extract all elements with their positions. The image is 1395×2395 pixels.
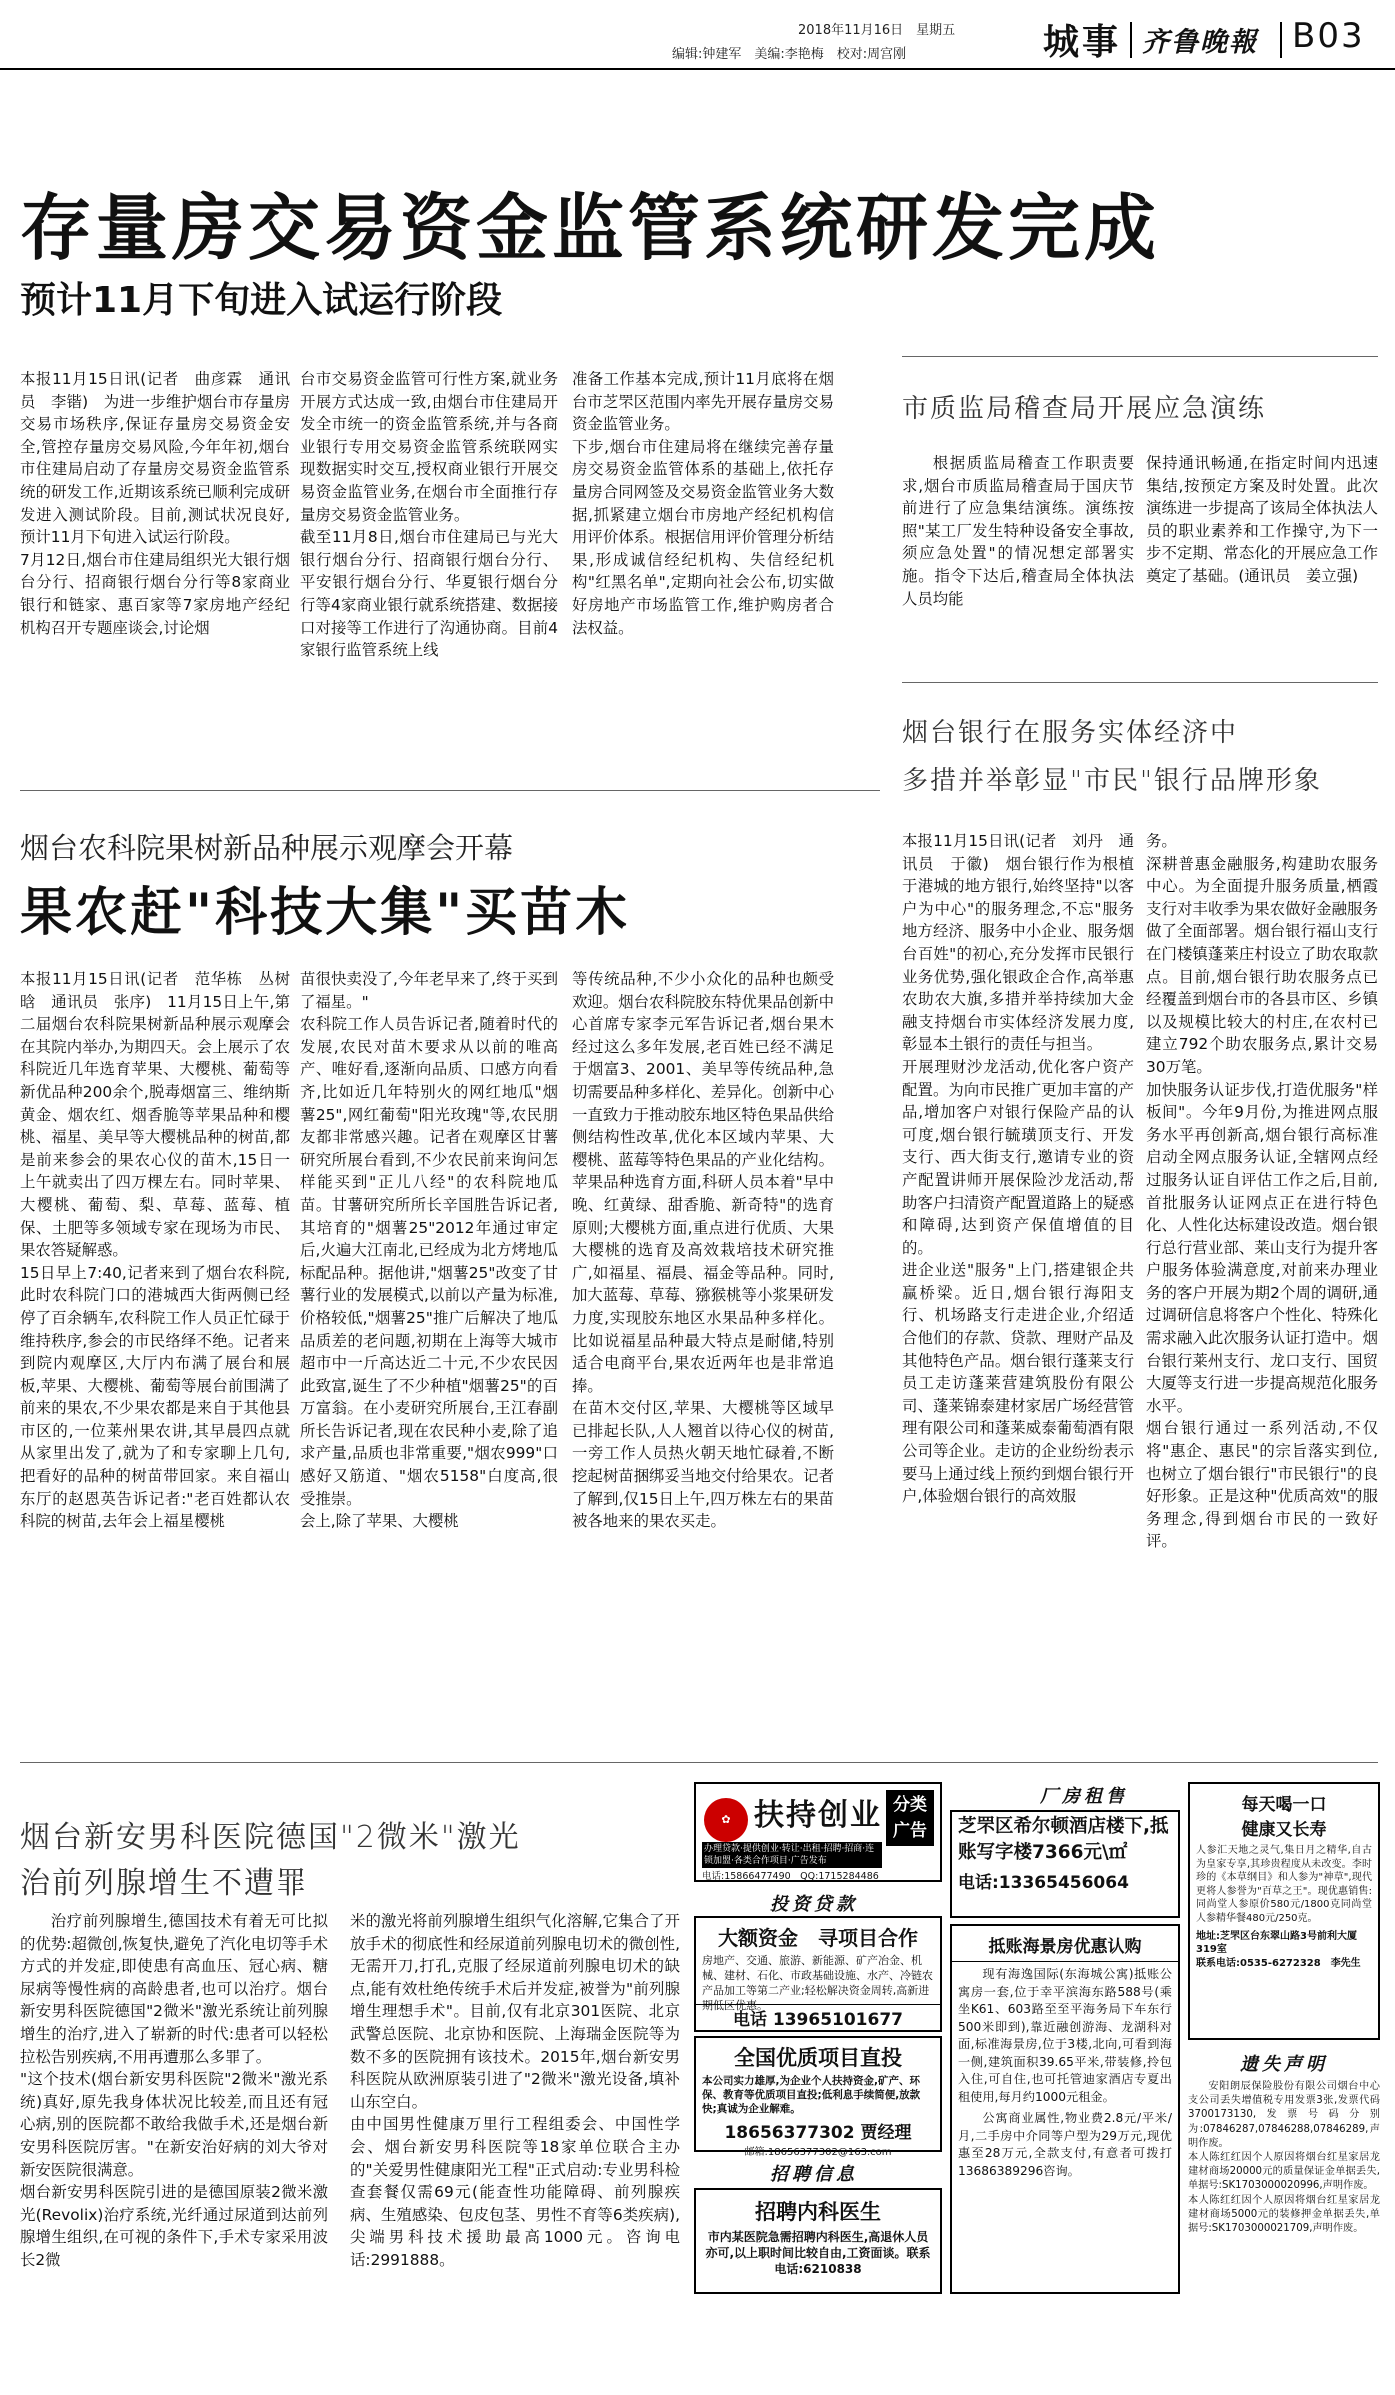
ad-ginseng-title1: 每天喝一口 bbox=[1241, 1795, 1327, 1815]
ad-projects-title: 全国优质项目直投 bbox=[734, 2046, 902, 2070]
ad-ginseng-phone: 联系电话:0535-6272328 李先生 bbox=[1196, 1957, 1361, 1969]
ad-capital-title: 大额资金 寻项目合作 bbox=[718, 1926, 918, 1950]
masthead bbox=[0, 0, 1395, 70]
story5-text-2: 米的激光将前列腺增生组织气化溶解,它集合了开放手术的彻底性和经尿道前列腺电切术的微创性,无需开刀,打孔,克服了经尿道前列腺电切术的缺点,能有效杜绝传统手术后并发症,被誉为"前列腺增生理想手术"。目前,仅有北京301医院、北京武警总医院、北京协和医院、上海瑞金医院等为数不多的医院拥有该技术。2015年,烟台新安男科医院从欧洲原装引进了"2微米"激光设备,填补山东空白。 由中国男性健康万里行工程组委会、中国性学会、烟台新安男科医院等18家单位联合主办的"关爱男性健康阳光工程"正式启动:专业男科检查套餐仅需69元(能查性功能障碍、前列腺疾病、生殖感染、包皮包茎、男性不育等6类疾病),尖端男科技术援助最高1000元。咨询电话:2991888。 bbox=[350, 1912, 680, 2269]
ad-cat-jobs: 招聘信息 bbox=[770, 2164, 858, 2185]
ad-projects-mail: 邮箱:18656377302@163.com bbox=[744, 2147, 892, 2158]
story1-text-2: 台市交易资金监管可行性方案,就业务开展方式达成一致,由烟台市住建局开发全市统一的资金监管系统,并与各商业银行专用交易资金监管系统联网实现数据实时交互,授权商业银行开展交易资金监管业务,在烟台市全面推行存量房交易资金监管业务。 截至11月8日,烟台市住建局已与光大银行烟台分行、招商银行烟台分行、平安银行烟台分行、华夏银行烟台分行等4家商业银行就系统搭建、数据接口对接等工作进行了沟通协商。目前4家银行监管系统上线 bbox=[300, 370, 558, 660]
story4-col3 bbox=[572, 968, 834, 1728]
story2-col1 bbox=[902, 452, 1134, 667]
story1-text-1: 本报11月15日讯(记者 曲彦霖 通讯员 李锴) 为进一步维护烟台市存量房交易市场秩序,保证存量房交易资金安全,管控存量房交易风险,今年年初,烟台市住建局启动了存量房交易资金监管系统的研发工作,近期该系统已顺利完成研发进入测试阶段。目前,测试状况良好,预计11月下旬进入试运行阶段。 7月12日,烟台市住建局组织光大银行烟台分行、招商银行烟台分行等8家商业银行和链家、惠百家等7家房地产经纪机构召开专题座谈会,讨论烟 bbox=[20, 370, 290, 637]
story4-text-2: 苗很快卖没了,今年老早来了,终于买到了福星。" 农科院工作人员告诉记者,随着时代的发展,农民对苗木要求从以前的唯高产、唯好看,逐渐向品质、口感方向看齐,比如近几年特别火的网红地瓜"烟薯25",网红葡萄"阳光玫瑰"等,农民朋友都非常感兴趣。记者在观摩区甘薯研究所展台看到,不少农民前来询问怎样能买到"正儿八经"的农科院地瓜苗。甘薯研究所所长辛国胜告诉记者,其培育的"烟薯25"2012年通过审定后,火遍大江南北,已经成为北方烤地瓜标配品种。据他讲,"烟薯25"改变了甘薯行业的发展模式,以前以产量为标准,价格较低,"烟薯25"推广后解决了地瓜品质差的老问题,初期在上海等大城市超市中一斤高达近二十元,不少农民因此致富,诞生了不少种植"烟薯25"的百万富翁。在小麦研究所展台,王江春副所长告诉记者,现在农民种小麦,除了追求产量,品质也非常重要,"烟农999"口感好又筋道、"烟农5158"白度高,很受推崇。 会上,除了苹果、大樱桃 bbox=[300, 970, 558, 1531]
story4-text-1: 本报11月15日讯(记者 范华栋 丛树晗 通讯员 张序) 11月15日上午,第二届烟台农科院果树新品种展示观摩会在其院内举办,为期四天。会上展示了农科院近几年选育苹果、大樱桃、葡萄等新优品种200余个,脱毒烟富三、维纳斯黄金、烟农红、烟香脆等苹果品种和樱桃、福星、美早等大樱桃品种的树苗,都是前来参会的果农心仪的苗木,15日一上午就卖出了四万棵左右。同时苹果、大樱桃、葡萄、梨、草莓、蓝莓、植保、土肥等多领域专家在现场为市民、果农答疑解惑。 15日早上7:40,记者来到了烟台农科院,此时农科院门口的港城西大街两侧已经停了百余辆车,农科院工作人员正忙碌于维持秩序,参会的市民络绎不绝。记者来到院内观摩区,大厅内布满了展台和展板,苹果、大樱桃、葡萄等展台前围满了前来的果农,不少果农都是来自于其他县市区的,一位莱州果农讲,其早晨四点就从家里出发了,就为了和专家聊上几句,把看好的品种的树苗带回家。来自福山东厅的赵恩英告诉记者:"老百姓都认农科院的树苗,去年会上福星樱桃 bbox=[20, 970, 290, 1531]
masthead-divider-2 bbox=[1280, 22, 1282, 58]
ad-ginseng-addr: 地址:芝罘区台东翠山路3号前利大厦319室 bbox=[1196, 1930, 1357, 1956]
ad-office-phone: 电话:13365456064 bbox=[958, 1873, 1129, 1893]
story2-top-rule bbox=[902, 356, 1378, 357]
story5-top-rule bbox=[20, 1762, 1378, 1763]
story1-col1 bbox=[20, 368, 290, 768]
story4-col1 bbox=[20, 968, 290, 1728]
ad-projects-body: 本公司实力雄厚,为企业个人扶持资金,矿产、环保、教育等优质项目直投;低利息手续简便,放款快;真诚为企业解难。 bbox=[702, 2075, 921, 2115]
story3-col1 bbox=[902, 830, 1134, 1726]
story1-text-3: 准备工作基本完成,预计11月底将在烟台市芝罘区范围内率先开展存量房交易资金监管业务。 下步,烟台市住建局将在继续完善存量房交易资金监管体系的基础上,依托存量房合同网签及交易资金监管业务大数据,抓紧建立烟台市房地产经纪机构信用评价体系。根据信用评价管理分析结果,形成诚信经纪机构、失信经纪机构"红黑名单",定期向社会公布,切实做好房地产市场监管工作,维护购房者合法权益。 bbox=[572, 370, 834, 637]
story3-col2 bbox=[1146, 830, 1378, 1726]
logo-word-3: 创 bbox=[818, 1798, 850, 1833]
ad-capital[interactable] bbox=[694, 1916, 942, 2032]
story2-text-1: 根据质监局稽查工作职责要求,烟台市质监局稽查局于国庆节前进行了应急集结演练。演练按照"某工厂发生特种设备安全事故,须应急处置"的情况想定部署实施。指令下达后,稽查局全体执法人员均能 bbox=[902, 454, 1134, 608]
story5-text-1: 治疗前列腺增生,德国技术有着无可比拟的优势:超微创,恢复快,避免了汽化电切等手术方式的并发症,即使患有高血压、冠心病、糖尿病等慢性病的高龄患者,也可以治疗。烟台新安男科医院德国"2微米"激光系统让前列腺增生的治疗,进入了崭新的时代:患者可以轻松拉松告别疾病,不用再遭那么多罪了。 "这个技术(烟台新安男科医院"2微米"激光系统)真好,原先我身体状况比较差,而且还有冠心病,别的医院都不敢给我做手术,还是烟台新安男科医院厉害。"在新安治好病的刘大爷对新安医院很满意。 烟台新安男科医院引进的是德国原装2微米激光(Revolix)治疗系统,光纤通过尿道到达前列腺增生组织,在可视的条件下,手术专家采用波长2微 bbox=[20, 1912, 328, 2269]
ad-logo-mark: ✿ bbox=[704, 1798, 748, 1842]
ad-logo-box[interactable] bbox=[694, 1782, 942, 1882]
story3-top-rule bbox=[902, 682, 1378, 683]
story3-subhead: 多措并举彰显"市民"银行品牌形象 bbox=[902, 766, 1322, 796]
ad-ginseng-body: 人参汇天地之灵气,集日月之精华,自古为皇家专享,其珍贵程度从未改变。李时珍的《本草纲目》和人参为"神草",现代更将人参誉为"百草之王"。现优惠销售:同尚堂人参原价580元/1800克同尚堂人参精华餐480元/250克。 bbox=[1196, 1845, 1372, 1924]
ad-seaview-body: 现有海逸国际(东海城公寓)抵账公寓房一套,位于幸平滨海东路588号(乘坐K61、603路至至平海务局下车东行500米即到),靠近融创游海、龙湖科对面,标准海景房,位于3楼,北向,可看到海一侧,建筑面积39.65平米,带装修,拎包入住,可自住,也可托管迪家酒店专夏出租使用,每月约1000元租金。 bbox=[958, 1967, 1172, 2104]
ad-cat-rent: 厂房租售 bbox=[1040, 1786, 1128, 1807]
section-name: 城事 bbox=[1043, 22, 1122, 63]
story1-col2 bbox=[300, 368, 558, 768]
logo-word-4: 业 bbox=[850, 1798, 882, 1833]
story5-headline-line2: 治前列腺增生不遭罪 bbox=[20, 1866, 308, 1901]
ad-logo-note: 办理贷款·提供创业·转让·出租·招聘·招商·连锁加盟·各类合作项目·广告发布 bbox=[702, 1842, 882, 1868]
ad-ginseng[interactable] bbox=[1188, 1782, 1380, 2040]
story5-headline-line1: 烟台新安男科医院德国"2微米"激光 bbox=[20, 1820, 521, 1855]
ad-notice[interactable] bbox=[1188, 2080, 1380, 2294]
story1-headline: 存量房交易资金监管系统研发完成 bbox=[20, 186, 1161, 270]
ad-jobs-title: 招聘内科医生 bbox=[755, 2200, 881, 2224]
ad-jobs-body: 市内某医院急需招聘内科医生,高退休人员亦可,以上职时间比较自由,工资面谈。联系电话:6210838 bbox=[705, 2230, 931, 2276]
logo-word-2: 持 bbox=[786, 1798, 818, 1833]
logo-word-1: 扶 bbox=[754, 1798, 786, 1833]
issue-date: 2018年11月16日 星期五 bbox=[798, 23, 956, 38]
ad-notice-body: 安阳朗辰保险股份有限公司烟台中心支公司丢失增值税专用发票3张,发票代码3700173130,发票号码分别为:07846287,07846288,07846289,声明作废。 本人陈红红因个人原因将烟台红星家居龙建材商场20000元的质量保证金单据丢失,单据号:SK1703000020996,声明作废。 本人陈红红因个人原因将烟台红星家居龙建材商场5000元的装修押金单据丢失,单据号:SK1703000021709,声明作废。 bbox=[1188, 2081, 1380, 2235]
paper-logo: 齐鲁晚報 bbox=[1142, 27, 1258, 58]
story4-kicker: 烟台农科院果树新品种展示观摩会开幕 bbox=[20, 831, 514, 865]
ad-capital-body: 房地产、交通、旅游、新能源、矿产冶金、机械、建材、石化、市政基础设施、水产、冷链农产品加工等第二产业;轻松解决资金周转,高新进期低区优惠。 bbox=[702, 1954, 933, 2012]
ad-logo-words bbox=[754, 1790, 882, 1834]
story4-col2 bbox=[300, 968, 558, 1728]
staff-credits: 编辑:钟建军 美编:李艳梅 校对:周宫刚 bbox=[672, 47, 907, 62]
ad-ginseng-title2: 健康又长寿 bbox=[1241, 1820, 1327, 1840]
ad-office-title: 芝罘区希尔顿酒店楼下,抵账写字楼7366元\㎡ bbox=[958, 1816, 1169, 1863]
story4-text-3: 等传统品种,不少小众化的品种也颇受欢迎。烟台农科院胶东特优果品创新中心首席专家李元军告诉记者,烟台果木经过这么多年发展,老百姓已经不满足于烟富3、2001、美早等传统品种,急切需要品种多样化、差异化。创新中心一直致力于推动胶东地区特色果品供给侧结构性改革,优化本区域内苹果、大樱桃、蓝莓等特色果品的产业化结构。苹果品种选育方面,科研人员本着"早中晚、红黄绿、甜香脆、新奇特"的选育原则;大樱桃方面,重点进行优质、大果大樱桃的选育及高效栽培技术研究推广,如福星、福晨、福金等品种。同时,加大蓝莓、草莓、猕猴桃等小浆果研发力度,实现胶东地区水果品种多样化。比如说福星品种最大特点是耐储,特别适合电商平台,果农近两年也是非常追捧。 在苗木交付区,苹果、大樱桃等区域早已排起长队,人人翘首以待心仪的树苗,一旁工作人员热火朝天地忙碌着,不断挖起树苗捆绑妥当地交付给果农。记者了解到,仅15日上午,四万株左右的果苗被各地来的果农买走。 bbox=[572, 970, 834, 1531]
ad-seaview-body2: 公寓商业属性,物业费2.8元/平米/月,二手房中介同等户型为29万元,现优惠至28万元,全款支付,有意者可拨打13686389296咨询。 bbox=[958, 2111, 1172, 2178]
page-number: B03 bbox=[1292, 16, 1365, 56]
story3-text-2: 务。 深耕普惠金融服务,构建助农服务中心。为全面提升服务质量,栖霞支行对丰收季为果农做好金融服务做了全面部署。烟台银行福山支行在门楼镇蓬莱庄村设立了助农取款点。目前,烟台银行助农服务点已经覆盖到烟台市的各县市区、乡镇以及规模比较大的村庄,在农村已建立792个助农服务点,累计交易30万笔。 加快服务认证步伐,打造优服务"样板间"。今年9月份,为推进网点服务水平再创新高,烟台银行高标准启动全网点服务认证,全辖网点经过服务认证自评估工作之后,目前,首批服务认证网点正在进行特色化、人性化达标建设改造。烟台银行总行营业部、莱山支行为提升客户服务体验满意度,对前来办理业务的客户开展为期2个周的调研,通过调研信息将客户个性化、特殊化需求融入此次服务认证打造中。烟台银行莱州支行、龙口支行、国贸大厦等支行进一步提高规范化服务水平。 烟台银行通过一系列活动,不仅将"惠企、惠民"的宗旨落实到位,也树立了烟台银行"市民银行"的良好形象。正是这种"优质高效"的服务理念,得到烟台市民的一致好评。 bbox=[1146, 832, 1378, 1551]
masthead-rule bbox=[0, 68, 1395, 70]
story3-text-1: 本报11月15日讯(记者 刘丹 通讯员 于徽) 烟台银行作为根植于港城的地方银行,始终坚持"以客户为中心"的服务理念,不忘"服务地方经济、服务中小企业、服务烟台百姓"的初心,充分发挥市民银行业务优势,强化银政企合作,高举惠农助农大旗,多措并举持续加大金融支持烟台市实体经济发展力度,彰显本土银行的责任与担当。 开展理财沙龙活动,优化客户资产配置。为向市民推广更加丰富的产品,增加客户对银行保险产品的认可度,烟台银行毓璜顶支行、开发支行、西大街支行,邀请专业的资产配置讲师开展保险沙龙活动,帮助客户扫清资产配置道路上的疑惑和障碍,达到资产保值增值的目的。 进企业送"服务"上门,搭建银企共赢桥梁。近日,烟台银行海阳支行、机场路支行走进企业,介绍适合他们的存款、贷款、理财产品及其他特色产品。烟台银行蓬莱支行员工走访蓬莱营建筑股份有限公司、蓬莱锦泰建材家居广场经营管理有限公司和蓬莱威泰葡萄酒有限公司等企业。走访的企业纷纷表示要马上通过线上预约到烟台银行开户,体验烟台银行的高效服 bbox=[902, 832, 1134, 1506]
ad-logo-tag: 分类广告 bbox=[886, 1790, 934, 1846]
ad-contact: 电话:15866477490 QQ:1715284486 bbox=[702, 1871, 879, 1882]
story2-text-2: 保持通讯畅通,在指定时间内迅速集结,按预定方案及时处置。此次演练进一步提高了该局全体执法人员的职业素养和工作操守,为下一步不定期、常态化的开展应急工作奠定了基础。(通讯员 姜立强) bbox=[1146, 454, 1378, 585]
story3-headline: 烟台银行在服务实体经济中 bbox=[902, 718, 1239, 748]
story4-headline: 果农赶"科技大集"买苗木 bbox=[20, 883, 631, 943]
masthead-divider bbox=[1130, 22, 1132, 58]
story2-col2 bbox=[1146, 452, 1378, 667]
ad-jobs[interactable] bbox=[694, 2188, 942, 2294]
ad-cat-notice: 遗失声明 bbox=[1240, 2054, 1328, 2075]
ad-projects[interactable] bbox=[694, 2036, 942, 2158]
ad-projects-phone: 18656377302 贾经理 bbox=[724, 2123, 912, 2143]
story1-col3 bbox=[572, 368, 834, 768]
story5-col1 bbox=[20, 1910, 328, 2380]
ad-seaview[interactable] bbox=[950, 1924, 1180, 2294]
story5-col2 bbox=[350, 1910, 680, 2380]
ad-cat-invest: 投资贷款 bbox=[770, 1894, 858, 1915]
story1-subhead: 预计11月下旬进入试运行阶段 bbox=[20, 280, 503, 321]
ad-office[interactable] bbox=[950, 1810, 1180, 1918]
ad-capital-phone: 电话 13965101677 bbox=[696, 2004, 940, 2030]
story4-top-rule bbox=[20, 790, 880, 791]
story2-headline: 市质监局稽查局开展应急演练 bbox=[902, 394, 1267, 424]
ad-seaview-title: 抵账海景房优惠认购 bbox=[952, 1932, 1178, 1962]
